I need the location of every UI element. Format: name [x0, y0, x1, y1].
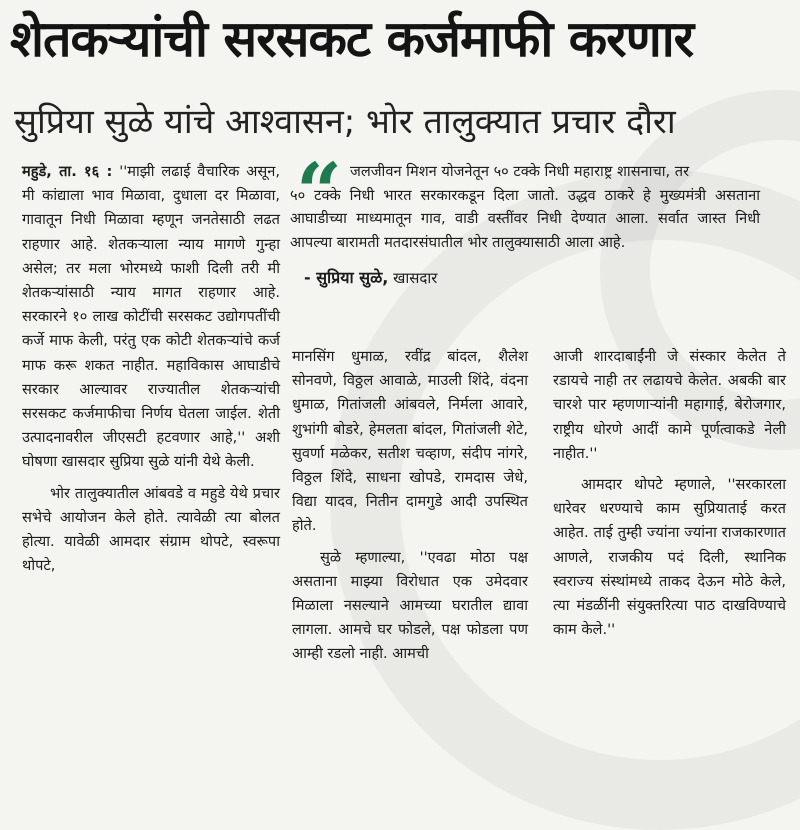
paragraph-5: आजी शारदाबाईंनी जे संस्कार केलेत ते रडायचे नाही तर लढायचे केलेत. अबकी बार चारशे पार म्हणणाऱ्यांनी महागाई, बेरोजगार, राष्ट्रीय धोरणे आदीं कामे पूर्णत्वाकडे नेली नाहीत.'' [553, 348, 786, 462]
dateline: महुडे, ता. १६ : [22, 163, 113, 180]
article-column-1 [22, 160, 280, 578]
headline: शेतकऱ्यांची सरसकट कर्जमाफी करणार [10, 10, 694, 68]
pull-quote-author: - सुप्रिया सुळे, [304, 268, 389, 287]
pull-quote-attribution [290, 266, 790, 288]
pull-quote-text [290, 160, 760, 254]
subheadline: सुप्रिया सुळे यांचे आश्वासन; भोर तालुक्यात प्रचार दौरा [14, 102, 676, 142]
paragraph-2: भोर तालुक्यातील आंबवडे व महुडे येथे प्रचार सभेचे आयोजन केले होते. त्यावेळी त्या बोलत होत्या. यावेळी आमदार संग्राम थोपटे, स्वरूपा थोपटे, [22, 484, 280, 575]
pull-quote [290, 145, 790, 288]
pull-quote-rest: ५० टक्के निधी भारत सरकारकडून दिला जातो. उद्धव ठाकरे हे मुख्यमंत्री असताना आघाडीच्या माध्यमातून गाव, वाडी वस्तींवर निधी देण्यात आला. सर्वात जास्त निधी आपल्या बारामती मतदारसंघातील भोर तालुक्यासाठी आला आहे. [290, 186, 760, 251]
paragraph-1-text: ''माझी लढाई वैचारिक असून, मी कांद्याला भाव मिळावा, दुधाला दर मिळावा, गावातून निधी मिळावा म्हणून जनतेसाठी लढत राहणार आहे. शेतकऱ्याला न्याय मागणे गुन्हा असेल; तर मला भोरमध्ये फाशी दिली तरी मी शेतकऱ्यांसाठी न्याय मागत राहणार आहे. सरकारने १० लाख कोटींची सरसकट उद्योगपतींची कर्जे माफ केली, परंतु एक कोटी शेतकऱ्यांचे कर्ज माफ करू शकत नाहीत. महाविकास आघाडीचे सरकार आल्यावर राज्यातील शेतकऱ्यांची सरसकट कर्जमाफीचा निर्णय घेतला जाईल. शेती उत्पादनावरील जीएसटी हटवणार आहे,'' अशी घोषणा खासदार सुप्रिया सुळे यांनी येथे केली. [22, 163, 280, 471]
paragraph-3: मानसिंग धुमाळ, रवींद्र बांदल, शैलेश सोनवणे, विठ्ठल आवाळे, माउली शिंदे, वंदना धुमाळ, गितांजली आंबवले, निर्मला आवारे, शुभांगी बोडरे, हेमलता बांदल, गितांजली शेटे, सुवर्णा मळेकर, सतीश चव्हाण, संदीप नांगरे, विठ्ठल शिंदे, साधना खोपडे, रामदास जेधे, विद्या यादव, नितीन दामगुडे आदी उपस्थित होते. [292, 348, 528, 535]
quote-mark-icon: “ [296, 145, 343, 239]
paragraph-4: सुळे म्हणाल्या, ''एवढा मोठा पक्ष असताना माझ्या विरोधात एक उमेदवार मिळाला नसल्याने आमच्या घरातील द्यावा लागला. आमचे घर फोडले, पक्ष फोडला पण आम्ही रडलो नाही. आमची [292, 548, 528, 663]
pull-quote-role: खासदार [393, 269, 438, 287]
pull-quote-line-1: जलजीवन मिशन योजनेतून ५० टक्के निधी महाराष्ट्र शासनाचा, तर [350, 163, 690, 180]
paragraph-6: आमदार थोपटे म्हणाले, ''सरकारला धारेवर धरण्याचे काम सुप्रियाताई करत आहेत. ताई तुम्ही ज्यांना ज्यांना राजकारणात आणले, राजकीय पदं दिली, स्थानिक स्वराज्य संस्थांमध्ये ताकद देऊन मोठे केले, त्या मंडळींनी संयुक्तरित्या पाठ दाखविण्याचे काम केले.'' [553, 476, 786, 639]
paragraph-1 [22, 160, 280, 475]
article-column-3 [553, 345, 786, 642]
article-column-2 [292, 345, 528, 667]
